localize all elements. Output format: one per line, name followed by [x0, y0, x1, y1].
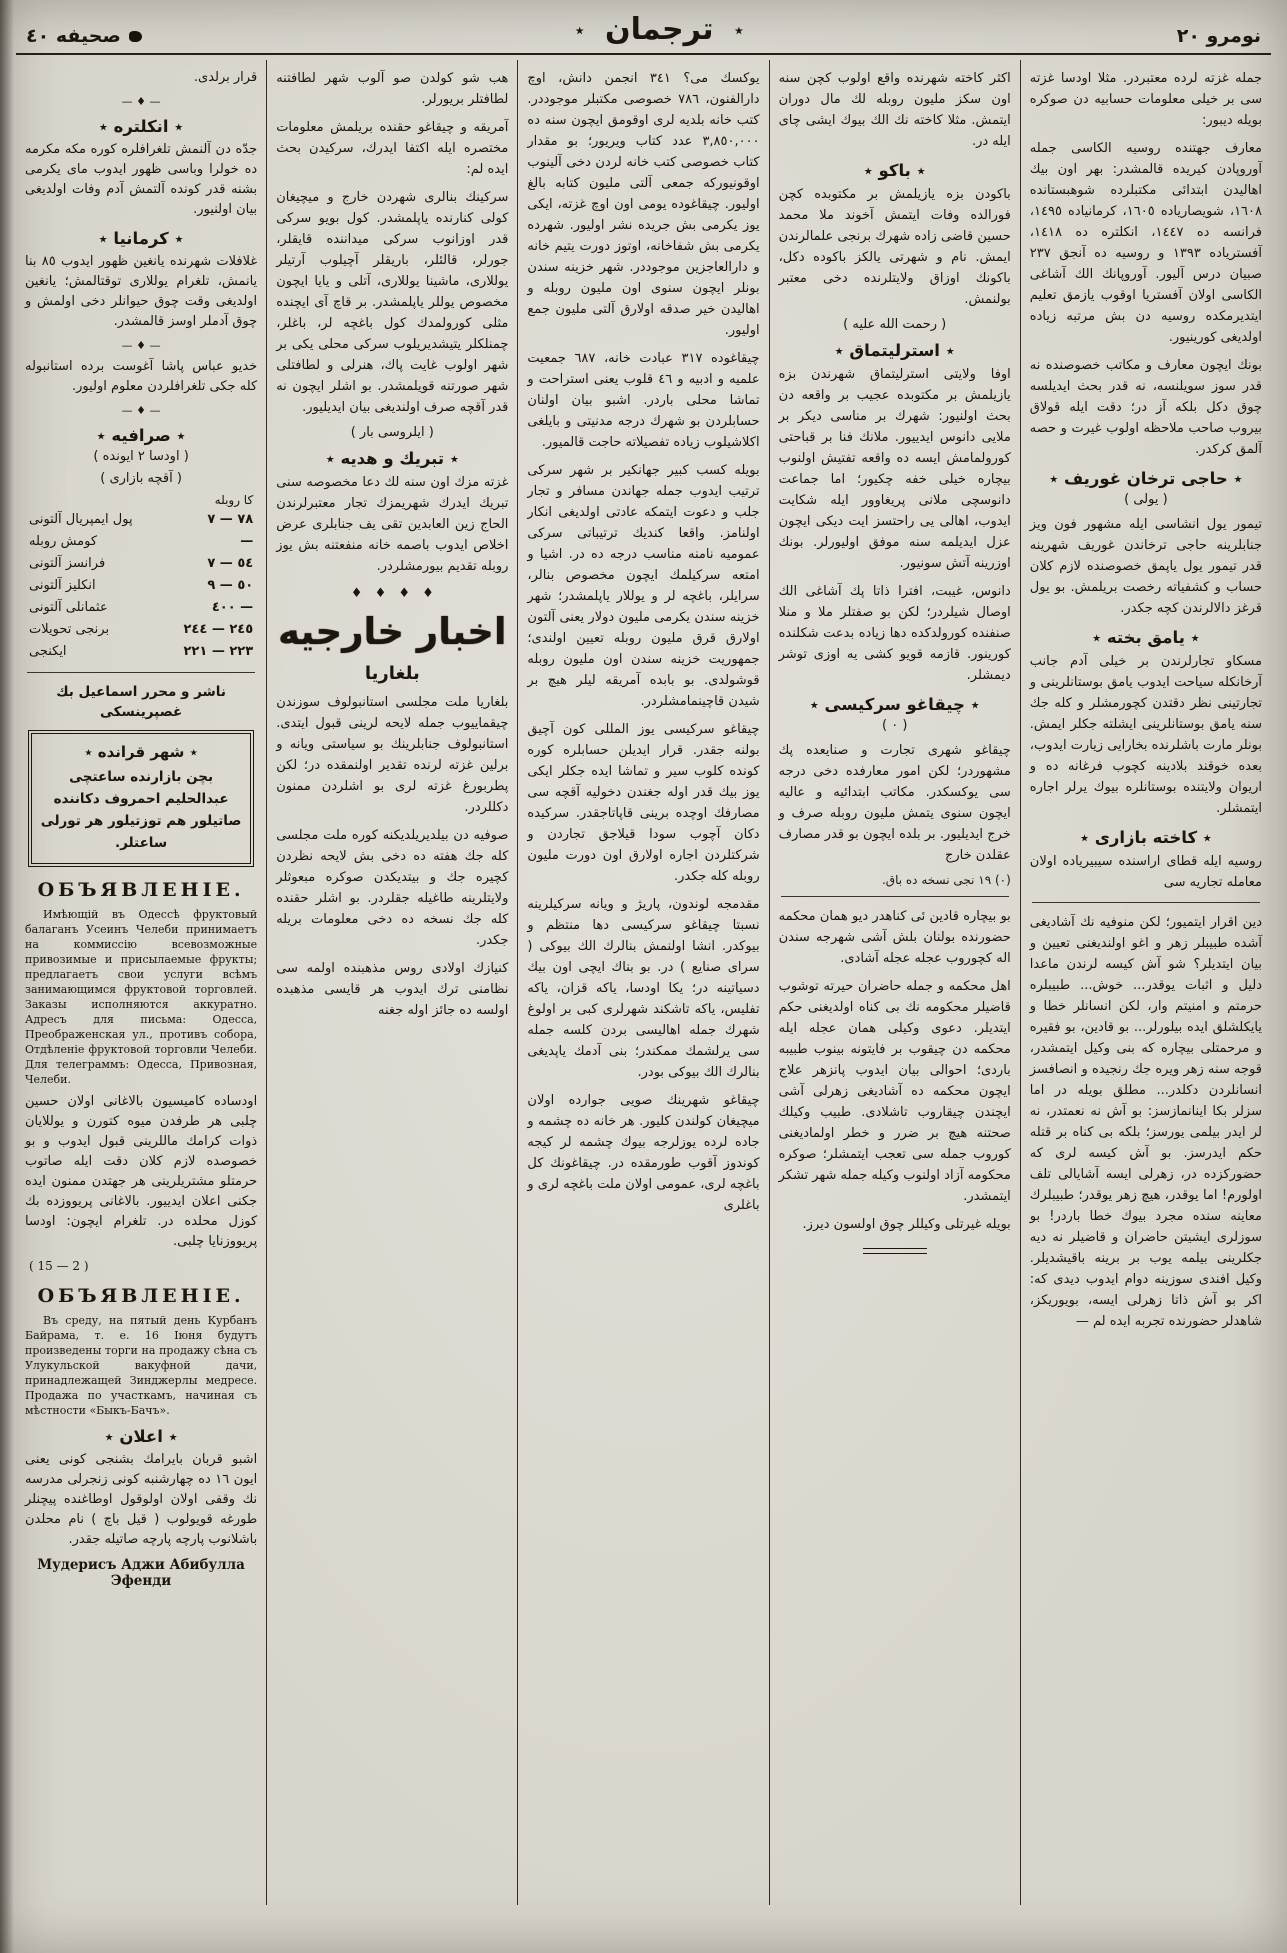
rate-value: —	[240, 534, 254, 549]
rate-row	[29, 553, 253, 575]
ad-series-counter: ( 15 — 2 )	[28, 1259, 89, 1273]
news-paragraph: چيقاغو شهرينك صويى جوارده اولان ميچيغان كولندن كليور. هر خانه ده چشمه و جاده لرده يوزلرجه بيوك چشمه لر كيجه كوندوز آقوب طورمقده در. چيقاغونك كل باغچه لرى، عمومى اولان ملت باغچه لرى و باغلرى	[527, 1093, 760, 1213]
rates-caption: كا روبله	[214, 493, 254, 507]
column-5	[16, 60, 266, 1905]
news-paragraph: معارف جهتنده روسيه الكاسى جمله آوروپادن كيريده قالمشدر: بهر اون بيك اهاليدن ابتدائى مكتبلرده شوهبستانده ١٦٠٨، شويصارياده ١٦٠٥، كرمانياده ١٤٩٥، فرانسه ده ١٤٤٧، انكلتره ده ١٤١٨، آفستریاده ١٣٩٣ و روسيه ده آنجق ٢٣٧ صبيان درس آليور. آوروپانك الك آشاغى الكاسى اولان آفستريا اوقوب يازمق تعليم ايتديرمكده روسيه دن بش مرتبه زياده اولديغى كورينيور.	[1029, 141, 1262, 345]
footnote-reference: (٠) ١٩ نجى نسخه ده باق.	[881, 873, 1011, 887]
news-paragraph: دين اقرار ايتميور؛ لكن منوفيه نك آشاديغى آشده طبيبلر زهر و اغو اولنديغنى تعيين و بيان ايتديلر؟ شو آش كيسه لرندن ماعدا دليل و اثبات يوقدر... خوش... طبيبلره حرمتم و امنيتم وار، لكن انسانلر خطا و يايكلشلق ايده بيلورلر... بو قادين، بو فقيره و مرحمتلى بيچاره كه بنى وكيل ايتمشدر، قوجه سنه زهر ويره جك رنجيده و انصافسز انسانلردن دكلدر... مطلق بويله در اما سزلر بكا اينانمازسز: بو آش نه نعمتدر، نه لر ايدر بيلمى يورسز؛ بلكه بى كناه بر قتله حكم ايدرسز. بو آش كيسه لرى كه حضوركزده در، زهرلى ايسه آشايالى تلف اولورم! اما يوقدر، هيچ زهر يوقدر؛ طبيبلرك معاينه سنده مجرد بيوك خطا باردر! بو سوزلرى ايشيتن حاضران و قاضيلر نه ديه جكلرينى بيلمه يوب بر برينه باقيشديلر. وكيل افندى سوزينه دوام ايدوب ديدى كه: اكر بو آش ذاتا زهرلى ايسه، بويوريكز، شاهدلر حضورنده تجربه ايده لم —	[1029, 915, 1262, 1329]
ornament-divider: — ♦ —	[121, 404, 161, 417]
rate-value: ٥٠ — ٩	[207, 578, 254, 593]
news-paragraph: مقدمجه لوندون، پاريژ و ويانه سركيلرينه نسبتا چيقاغو سركيسى دها منتظم و بيوكدر. انشا اولنمش بنالرك الك بيوكى ( سراى صنايع ) در. بو بناك ايچى اون بيك دسياتينه در؛ يكا اودسا، ياكه قزان، ياكه تفليس، ياكه تاشكند شهرلرى كبى بر اولوغ شهرك جمله اهاليسى بردن كلسه جمله سى يرلشمك ممكندر؛ بنى آدمك ياپديغى بنالرك الك بيوكى بودر.	[527, 897, 760, 1080]
rate-value: — ٤٠٠	[211, 600, 254, 615]
exchange-rates-table	[29, 493, 253, 663]
news-paragraph: باكودن بزه يازيلمش بر مكتوبده كچن فورالده وفات ايتمش آخوند ملا محمد حسين قاضى زاده شهرك برنجى علمالرندن ايمش. نام و شهرتى يالكز باكوده دكل، باكونك اوزاق ولايتلرنده دخى معتبر بولنمش.	[778, 187, 1011, 307]
news-paragraph: چيقاغو سركيسى يوز المللى كون آچيق بولنه جقدر. قرار ايديلن حسابلره كوره كونده كلوب سير و تماشا ايده جكلر ايكى يوز بيك قدر اوله جغندن دخوليه آقچه سى مصارفك اوچده برينى قاپاتاجقدر. سركيده دكان آچوب سودا قيلاجق تجاردن و شركتلردن اجاره اولارق اون دورت مليون روبله كله جكدر.	[527, 722, 760, 884]
news-paragraph: كنيازك اولادى روس مذهبنده اولمه سى نظامنى ترك ايدوب هر قايسى مذهبده اولسه ده جائز اوله جغنه	[276, 961, 509, 1018]
section-header: ٭ تبريك و هديه ٭	[325, 449, 459, 468]
section-note: ( ٠ )	[881, 718, 908, 733]
news-paragraph: بو بيچاره قادين ئى كناهدر ديو همان محكمه حضورنده بولنان بلش آشى شهرجه سندن اله كچوروب عجله عجله آشادى.	[778, 909, 1011, 966]
section-header: ٭ چيقاغو سركيسى ٭	[809, 695, 980, 714]
rate-row	[29, 531, 253, 553]
title-ornament-left: ٭	[574, 20, 585, 41]
section-header: ٭ انكلتره ٭	[98, 117, 184, 136]
announcement-signature: Мудерисъ Аджи Абибулла Эфенди	[37, 1557, 245, 1589]
news-paragraph: روسيه ايله قطاى اراسنده سيبيرياده اولان معامله تجاريه سى	[1029, 854, 1262, 890]
rate-label: عثمانلى آلتونى	[28, 600, 108, 615]
news-paragraph: بويله كسب كبير جهانكير بر شهر سركى ترتيب ايدوب جمله جهاندن مسافر و تجار جلب و دعوت ايتمكه عادتى اولديغى انكار اولنامز. واقعا كنديك ترتيباتى سركى عموميه نامنه مناسب درجه ده در. اشيا و امتعه سركيلمك ايچون مخصوص بنالر، سرايلر، باغچه لر و يوللار ياپلمشدر؛ شهر خزينه سندن يكرمى مليون دولار يعنى آلتون اولارق قرق مليون روبله تعيين اولندى؛ جمهوريت خزينه سندن اون مليون روبله قوشولدى. بو بابده آمريقه ليلر هيچ بر شيدن قاچينمامشلردر.	[527, 463, 760, 709]
rate-label: پول ايمپريال آلتونى	[28, 512, 133, 527]
section-note: ( ايلروسى بار )	[350, 425, 434, 440]
news-paragraph: اوفا ولايتى استرليتماق شهرندن بزه يازيلمش بر مكتوبده عجيب بر واقعه دن بحث اولنيور: شهرك بر مناسى ديكر بر ملايى دانوس ايدييور. ملانك فنا بر قباحتى كورولمامش ايسه ده واقعه تفتيش اولنوب بيچاره خيلى خفه چكيور؛ اما جماعت دانوسچى ملانى پريغاوور ايله شكايت ايدوب، اهالى يى راحتسز ايت ديكى ايچون عزل ايديلمه سنه موفق اوليورلر. بونك اوزرينه آتش سونيور.	[778, 367, 1011, 571]
rate-row	[29, 619, 253, 641]
newspaper-title	[565, 12, 754, 47]
publisher-imprint: ناشر و محرر اسماعيل بك غصپرينسكى	[56, 684, 226, 720]
news-paragraph: صوفيه دن بيلديريلديكنه كوره ملت مجلسى كله جك هفته ده دخى بش لايحه نظردن كچيره جك و بيتديكدن صوكره مبعوثلر ولايتلرينه طاغيله جقلردر. بو اشلر حقنده كله جك نسخه ده دخى معلومات بريله جكدر.	[276, 828, 509, 948]
news-paragraph: اهل محكمه و جمله حاضران حيرته توشوب قاضيلر محكومه نك بى كناه اولديغنى حكم ايتديلر. دعوى وكيلى همان عجله ايله محكمه دن چيقوب بر فايتونه بينوب طبيبه باردى؛ احوالى بيان ايدوب پانزهر علاج ايچون محكمه ده آشاديغى زهرلى آشى ايچندن چيقاروب تاشلادى. طبيب وكيلك صحتنه هيچ بر ضرر و خطر اولماديغنى كوروب جمله سى تعجب ايتمشلر؛ صوكره محكومه آزاد اولنوب وكيله جمله شهر تشكر ايتمشدر.	[778, 979, 1011, 1204]
column-3	[517, 60, 768, 1905]
news-paragraph: اودساده كاميسيون بالاغانى اولان حسين چلبى هر طرفدن ميوه كتورن و يوللايان ذوات كرامك ماللرينى قبول ايدوب و بو خصوصده لازم كلان دقت ايله صاتوب حرمتلو مشتريلرينى هر جهتدن ممنون ايده جكنى اعلان ايدييور. بالاغانى پريووزده بك كوزل محلده در. تلغرام ايچون: اودسا پريووزنايا چلبى.	[24, 1094, 258, 1249]
russian-announcement-title: ОБЪЯВЛЕНІЕ.	[37, 879, 245, 901]
column-4	[266, 60, 517, 1905]
diamond-separator: ♦ ♦ ♦ ♦	[350, 586, 434, 601]
section-header: ٭ اعلان ٭	[104, 1427, 178, 1446]
ornament-divider: — ♦ —	[121, 339, 161, 352]
section-header: ٭ حاجى ترخان غوريف ٭	[1049, 469, 1243, 488]
section-header: ٭ يامق بخته ٭	[1092, 628, 1200, 647]
news-paragraph: بلغاريا ملت مجلسى استانبولوف سوزندن چيقماييوب جمله لايحه لرينى قبول ايتدى. استانبولوف جنابلرينك بو سياستى ويانه و برلين غزته لرنده تقدير اولنمقده در؛ لكن پطربورغ غزته لرى بو اشلردن ممنون دكللردر.	[276, 695, 509, 815]
column-1	[1020, 60, 1271, 1905]
news-paragraph: خديو عباس پاشا آغوست برده استانبوله كله جكى تلغرافلردن معلوم اوليور.	[24, 359, 258, 394]
title-ornament-right: ٭	[734, 20, 744, 41]
russian-announcement-text: Имѣющій въ Одессѣ фруктовый балаганъ Усеинъ Челеби принимаетъ на коммиссію всевозможные привозимые и присылаемые фрукты; предлагаетъ свои услуги всѣмъ занимающимся фруктовой торговлей. Заказы исполняются аккуратно. Адресъ для письма: Одесса, Преображенская ул., противъ собора, Отдѣленіе фруктовой торговли Челеби. Для телеграммъ: Одесса, Привозная, Челеби.	[24, 908, 258, 1086]
rate-label: انكليز آلتونى	[28, 578, 96, 593]
rate-label: كومش روبله	[28, 534, 98, 549]
column-rule-divider	[781, 896, 1009, 897]
section-header: ٭ صرافيه ٭	[96, 426, 186, 445]
column-2	[769, 60, 1020, 1905]
column-rule-divider	[1032, 902, 1260, 903]
section-note: ( رحمت الله عليه )	[843, 317, 947, 332]
column-rule-divider	[27, 672, 255, 673]
section-note: ( آقچه بازارى )	[100, 471, 182, 486]
news-paragraph: هب شو كولدن صو آلوب شهر لطافتنه لطافتلر بريورلر.	[276, 71, 509, 107]
news-paragraph: سركينك بنالرى شهردن خارج و ميچيغان كولى كنارنده ياپلمشدر. كول بويو سركى قدر اوزانوب سركى ميداننده قايقلر، جورلر، قالئلر، باريقلر آچيلوب آرتيلر يوللارى، ماشينا يوللارى، آتلى و يايا ايچون مخصوص يوللر ياپلمشدر. بر قاچ آى ايچنده مثلى كورولمدك كول باغچه لر، باغلر، چمنلكلر يتيشديريلوب سركى محلى يكى بر شهر اولوب غايت پاك، هنرلى و لطافتلى شهر صورتنه قويلمشدر. بو اشلر ايچون نه قدر آقچه صرف اولنديغى بيان ايديليور.	[276, 190, 509, 415]
rate-row	[29, 509, 253, 531]
ad-title: ٭ شهر قرانده ٭	[84, 743, 198, 761]
issue-number: نومرو ٢٠	[1176, 25, 1261, 47]
news-paragraph: تيمور يول انشاسى ايله مشهور فون ويز جنابلرينه حاجى ترخاندن غوريف شهرينه قدر تيمور يول ياپمق خصوصنده لازم كلان حساب و كشفياته رخصت بريلمش. بو يول قرغز دالالرندن كچه جكدر.	[1029, 517, 1262, 616]
rate-value: ٢٢٣ — ٢٢١	[183, 644, 254, 659]
section-header: ٭ استرليتماق ٭	[834, 341, 955, 360]
section-note: ( يولى )	[1124, 492, 1168, 507]
news-paragraph: چيقاغو شهرى تجارت و صنايعده پك مشهوردر؛ لكن امور معارفده دخى درجه سى يوكسكدر. مكاتب ابتدائيه و عاليه ايچون سنوى يتمش مليون روبله صرف و خرج ايديليور. بر بلده ايچون بو قدر مصارف عقلدن خارج	[778, 743, 1011, 863]
news-paragraph: جدّه دن آلنمش تلغرافلره كوره مكه مكرمه ده خولرا وباسى ظهور ايدوب ماى يكرمى بشنه قدر كونده آلتمش آدم وفات اولديغى بيان اولنيور.	[24, 142, 258, 217]
rate-label: برنجى تحويلات	[28, 622, 110, 637]
section-header: ٭ كرمانيا ٭	[98, 229, 184, 248]
russian-announcement-text: Въ среду, на пятый день Курбанъ Байрама, т. е. 16 Іюня будутъ произведены торги на продажу сѣна съ Улукульской вакуфной дачи, принадлежащей Зинджерлы медресе. Продажа по участкамъ, начиная съ мѣстности «Быкъ-Бачъ».	[24, 1314, 258, 1417]
news-paragraph: قرار برلدى.	[193, 70, 258, 85]
news-paragraph: آمريقه و چيقاغو حقنده بريلمش معلومات مختصره ايله اكتفا ايدرك، سركيدن بحث ايده لم:	[276, 120, 509, 177]
news-paragraph: دانوس، غيبت، افترا ذاتا پك آشاغى الك اوصال شيلردر؛ لكن بو صفتلر ملا و منلا صنفنده كورولدكده دها زياده بدعت شكلنده كورينور. قازمه قويو كشى يه اوزى توشر ديمشلر.	[778, 584, 1011, 683]
news-paragraph: بونك ايچون معارف و مكاتب خصوصنده نه قدر سوز سويلنسه، نه قدر بحث ايديلسه چوق دكل بلكه آز در؛ دقت ايله قولاق بيروب صاحب ملاحظه اولوب غيرت و حصه آلمق كركدر.	[1029, 358, 1262, 457]
foreign-news-section-title: اخبار خارجيه	[277, 610, 507, 653]
news-paragraph: غزته مزك اون سنه لك دعا مخصوصه سنى تبريك ايدرك شهريمزك تجار معتبرلرندن الحاج زين العابدين تقى يف جنابلرى عرض اخلاص ايدوب باصمه خانه منفعتنه بش يوز روبله تقديم بيورمشلردر.	[276, 475, 509, 574]
rate-row	[29, 641, 253, 663]
section-header: ٭ كاخته بازارى ٭	[1079, 828, 1212, 847]
ornament-divider: — ♦ —	[121, 95, 161, 108]
title-text: ترجمان	[605, 12, 714, 47]
news-paragraph: جمله غزته لرده معتبردر. مثلا اودسا غزته سى بر خيلى معلومات حسابيه دن صوكره بويله ديبور:	[1029, 71, 1262, 128]
rate-value: ٢٤٥ — ٢٤٤	[183, 622, 254, 637]
news-paragraph: مسكاو تجارلرندن بر خيلى آدم جانب آرخانكله سياحت ايدوب يامق بوستانلرينى و تجارتينى نظر دقتدن كچورمشلر و كله جك سنه يامق بوستانلرينى ايشلته جكلر ايمش. بونلر مارت باشلرنده بخارايى زيارت ايدوب، بعده خوقند بلادينه كچوب فرغانه ده و اريوان ولايتنده بوستانلره بيوك يرلر اجاره ايتمشلر.	[1029, 654, 1262, 816]
news-paragraph: چيقاغوده ٣١٧ عبادت خانه، ٦٨٧ جمعيت علميه و ادبيه و ٤٦ قلوب يعنى استراحت و تماشا محلى باردر. اشبو بيان اولنان حسابلردن بو شهرك درجه مدنيتى و بايلغى اكلاشيلوب زياده تفصيلاته حاجت قالميور.	[527, 351, 760, 450]
news-paragraph: غلافلات شهرنده يانغين ظهور ايدوب ٨٥ بنا يانمش، تلغرام يوللارى توقتالمش؛ يانغين اولديغى وقت چوق حيوانلر دخى اولمش و چوق آدملر اوسز قالمشدر.	[24, 254, 258, 329]
section-note: ( اودسا ٢ ايونده )	[93, 449, 189, 464]
columns	[16, 60, 1271, 1905]
news-paragraph: اشبو قربان بايرامك بشنجى كونى يعنى ايون ١٦ ده چهارشنبه كونى زنجرلى مدرسه نك وقفى اولان اولوقول اوطاغنده پيچنلر طورغه قويولوب ( قيل باچ ) نام محلدن باشلانوب پارچه پارچه صاتيله جقدر.	[24, 1452, 258, 1547]
rate-row	[29, 575, 253, 597]
ink-smudge	[129, 31, 142, 42]
rate-label: ايكنجى	[28, 644, 67, 659]
section-header: ٭ باكو ٭	[863, 161, 926, 180]
article-end-mark	[863, 1248, 927, 1254]
news-paragraph: يوكسك مى؟ ٣٤١ انجمن دانش، اوچ دارالفنون، ٧٨٦ خصوصى مكتبلر موجوددر. كتب خانه بلديه لرى اوقومق ايچون سنه ده ٣,٨٥٠,٠٠٠ عدد كتاب ويريور؛ بو مقدار كتاب خصوصى كتب خانه لردن دخى آلينوب اوقونيوركه جمعى آلتى مليون كتابه بالغ اوليور. چيقاغوده يومى اون اوچ غزته، ايكى يوز يكرمى بش جريده نشر اوليور. شهرده يكرمى بش شفاخانه، اوتوز دورت يتيم خانه و دارالعاجزين موجوددر. شهر خزينه سندن بونلر ايچون سنوى اون مليون روبله و اهاليدن خير صدقه اولارق آلتى مليون جمع اوليور.	[527, 71, 760, 338]
page-number: صحيفه ٤٠	[26, 25, 121, 47]
watch-shop-ad-box	[28, 730, 254, 867]
masthead	[16, 8, 1271, 55]
page-number-group	[26, 25, 142, 47]
rate-value: ٧٨ — ٧	[207, 512, 254, 527]
news-paragraph: بويله غيرتلى وكيللر چوق اولسون ديرز.	[802, 1217, 1011, 1232]
russian-announcement-title: ОБЪЯВЛЕНІЕ.	[37, 1285, 245, 1307]
rate-label: فرانسز آلتونى	[28, 556, 106, 571]
news-paragraph: اكثر كاخته شهرنده واقع اولوب كچن سنه اون سكز مليون روبله لك مال دوران ايتمش. مثلا كاخته نك الك بيوك ايشى چاى ايله در.	[778, 71, 1011, 149]
ad-text: بچن بازارنده ساعتچى عبدالحليم احمروف دكاننده صاتيلور هم توزتيلور هر تورلى ساعتلر.	[40, 769, 242, 851]
rate-row	[29, 597, 253, 619]
rate-value: ٥٤ — ٧	[207, 556, 254, 571]
subsection-title: بلغاريا	[364, 663, 420, 684]
